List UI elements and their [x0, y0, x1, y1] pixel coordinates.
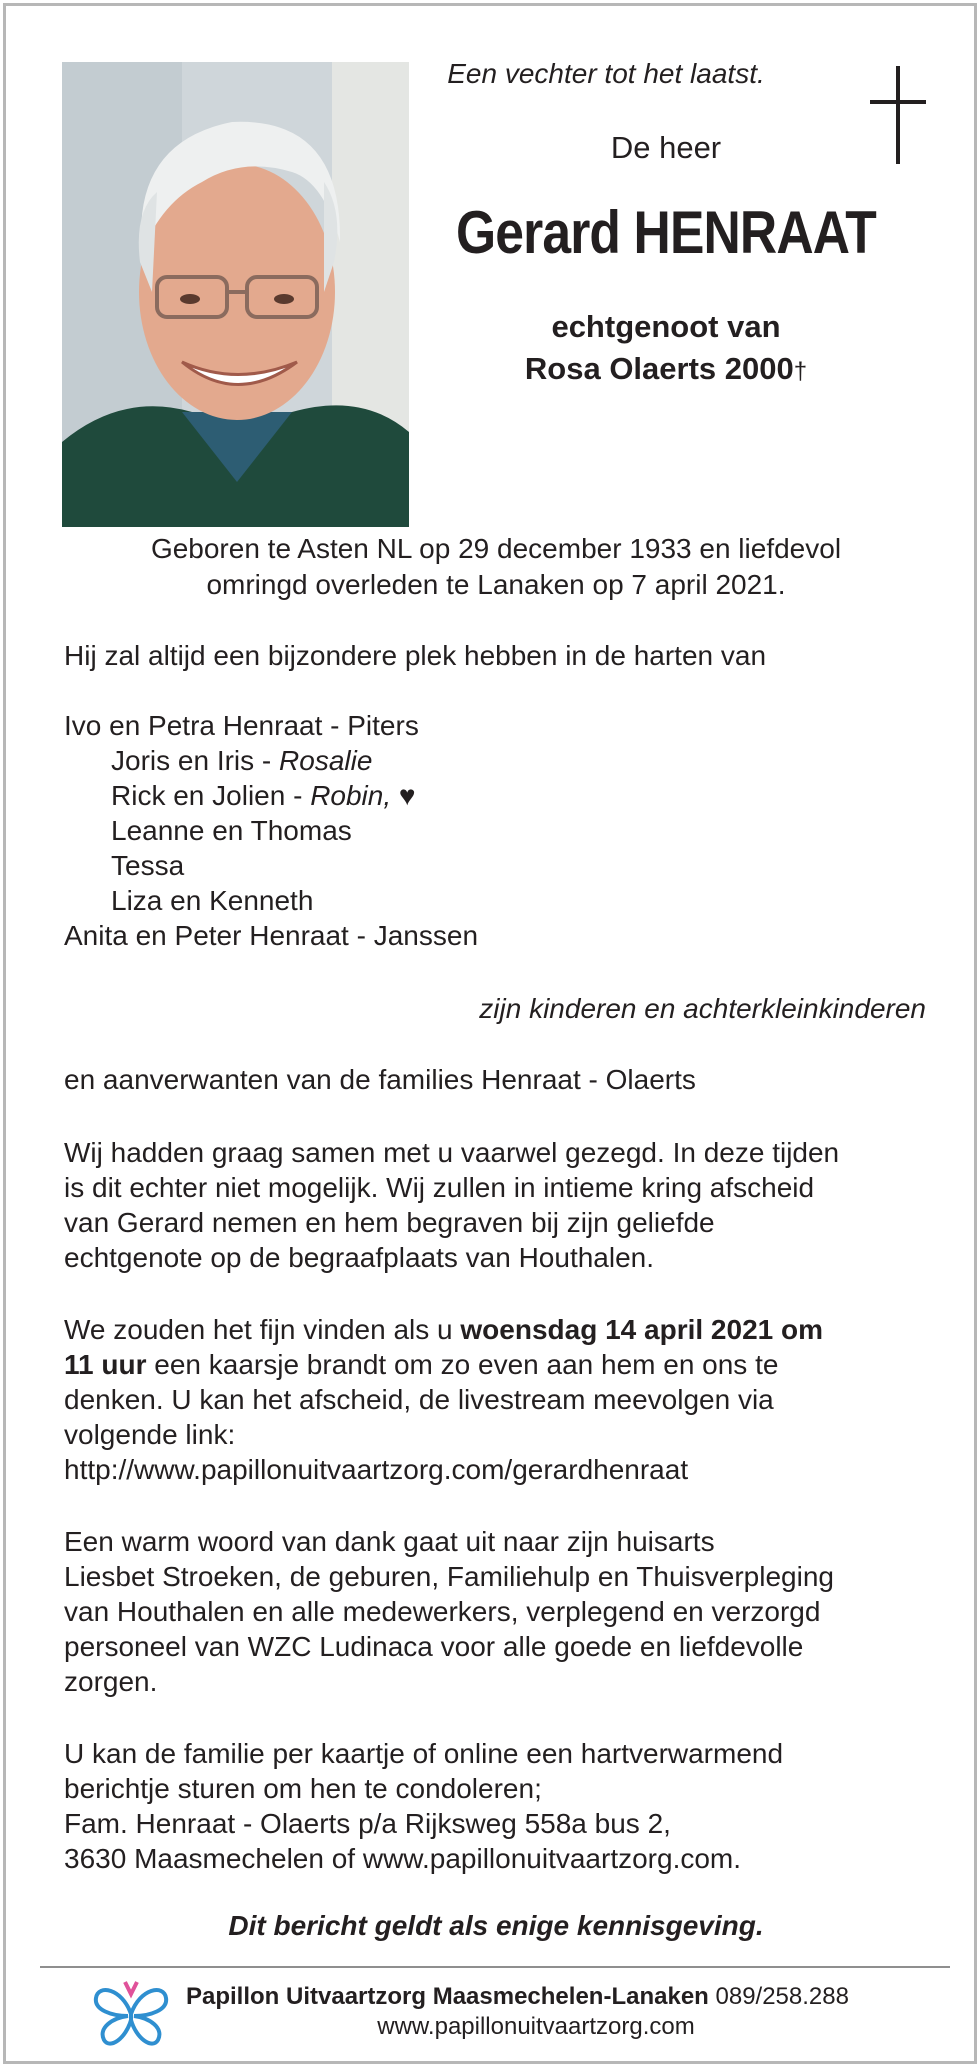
family-row: Ivo en Petra Henraat - Piters	[64, 710, 419, 741]
livestream-link[interactable]: http://www.papillonuitvaartzorg.com/gerardhenraat	[64, 1454, 689, 1485]
relatives-text: en aanverwanten van de families Henraat - Olaerts	[64, 1064, 696, 1095]
company-name: Papillon Uitvaartzorg Maasmechelen-Lanaken	[186, 1983, 709, 2010]
company-phone: 089/258.288	[708, 1983, 849, 2010]
intro-text: Hij zal altijd een bijzondere plek hebben in de harten van	[64, 640, 767, 671]
born-line-1: Geboren te Asten NL op 29 december 1933 en liefdevol	[150, 533, 842, 564]
family-row: Rick en Jolien - Robin, ♥	[111, 780, 416, 811]
spouse-line-2	[426, 348, 906, 393]
footer-divider	[40, 1966, 950, 1968]
obituary-card	[3, 3, 977, 2064]
closing-notice: Dit bericht geldt als enige kennisgeving.	[228, 1910, 764, 1941]
portrait-image	[62, 62, 409, 527]
birth-death-info	[62, 531, 930, 603]
footer-website[interactable]: www.papillonuitvaartzorg.com	[377, 2013, 695, 2040]
farewell-paragraph: Wij hadden graag samen met u vaarwel gezegd. In deze tijden is dit echter niet mogelijk. Wij zullen in intieme kring afscheid van Gerard nemen en hem begraven bij zijn geliefde echtgenote op de begraafplaats van Houthalen.	[64, 1137, 840, 1273]
heart-icon: ♥	[391, 780, 416, 811]
family-list	[64, 708, 934, 953]
family-signature: zijn kinderen en achterkleinkinderen	[479, 993, 926, 1024]
family-row: Tessa	[111, 850, 185, 881]
born-line-2: omringd overleden te Lanaken op 7 april 2021.	[206, 569, 786, 600]
candle-paragraph: We zouden het fijn vinden als u woensdag 14 april 2021 om 11 uur een kaarsje brandt om zo even aan hem en ons te denken. U kan het afscheid, de livestream meevolgen via volgende link: http://www.papillonuitvaartzorg.com/gerardhenraat	[64, 1312, 934, 1487]
ceremony-date: woensdag 14 april 2021 om	[460, 1314, 823, 1345]
family-row: Liza en Kenneth	[111, 885, 314, 916]
ceremony-time: 11 uur	[64, 1349, 147, 1380]
footer-company-line	[186, 1982, 946, 2012]
butterfly-icon	[92, 1978, 170, 2050]
spouse-line-1: echtgenoot van	[551, 309, 781, 344]
condolence-paragraph: U kan de familie per kaartje of online een hartverwarmend berichtje sturen om hen te condoleren; Fam. Henraat - Olaerts p/a Rijksweg 558a bus 2, 3630 Maasmechelen of www.papillonuitvaartzorg.com.	[64, 1738, 784, 1874]
portrait-photo	[62, 62, 409, 527]
spouse-name: Rosa Olaerts 2000	[524, 351, 794, 386]
dagger-icon: †	[793, 358, 808, 385]
salutation: De heer	[610, 130, 722, 165]
thanks-paragraph: Een warm woord van dank gaat uit naar zijn huisarts Liesbet Stroeken, de geburen, Familiehulp en Thuisverpleging van Houthalen en alle medewerkers, verplegend en verzorgd personeel van WZC Ludinaca voor alle goede en liefdevolle zorgen.	[64, 1526, 834, 1697]
family-row: Joris en Iris - Rosalie	[111, 745, 373, 776]
spouse-info	[426, 306, 906, 393]
family-row: Leanne en Thomas	[111, 815, 352, 846]
deceased-name: Gerard HENRAAT	[456, 199, 876, 266]
motto: Een vechter tot het laatst.	[447, 58, 765, 89]
family-row: Anita en Peter Henraat - Janssen	[64, 920, 479, 951]
